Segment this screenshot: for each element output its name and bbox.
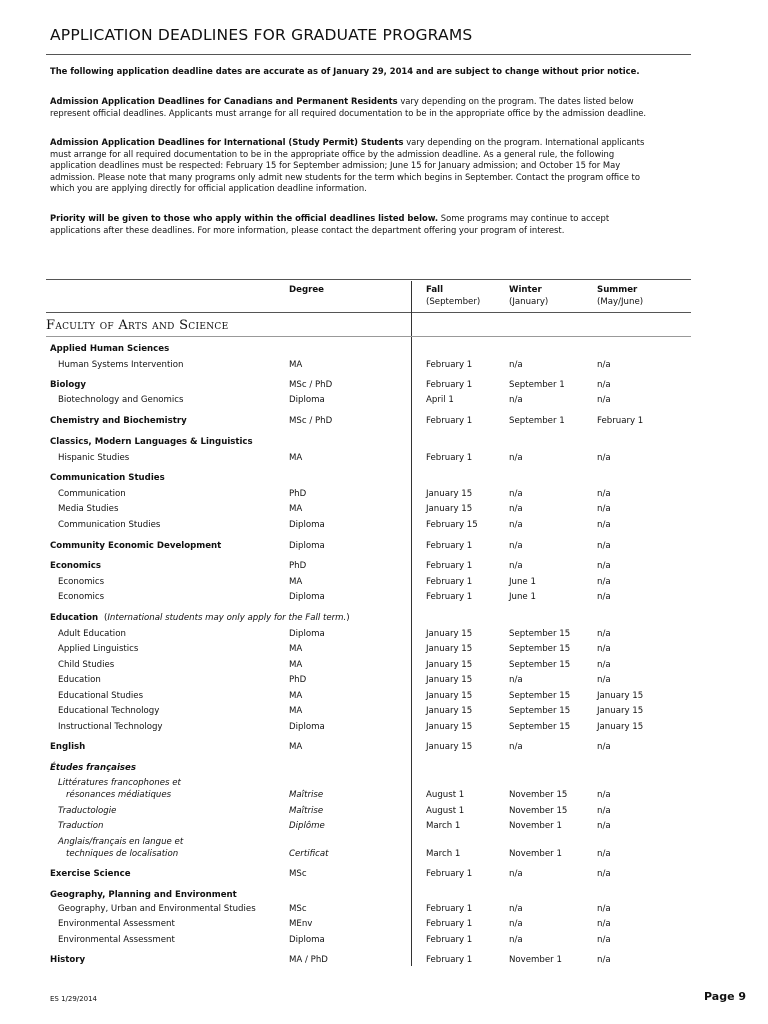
summer-deadline-cell: n/a (597, 849, 611, 859)
degree-cell: MSc (289, 869, 307, 879)
fall-deadline-cell: February 1 (426, 541, 473, 551)
fall-deadline-cell: February 1 (426, 904, 473, 914)
table-row (0, 540, 768, 553)
winter-deadline-cell: November 1 (509, 955, 562, 965)
table-row (0, 519, 768, 532)
summer-deadline-cell: n/a (597, 919, 611, 929)
winter-deadline-cell: November 1 (509, 821, 562, 831)
winter-deadline-cell: n/a (509, 395, 523, 405)
table-row (0, 436, 768, 449)
table-row (0, 705, 768, 718)
winter-deadline-cell: n/a (509, 742, 523, 752)
degree-cell: Maîtrise (289, 806, 324, 816)
column-header-degree: Degree (289, 285, 325, 295)
degree-cell: MA (289, 691, 303, 701)
winter-deadline-cell: September 15 (509, 691, 571, 701)
winter-deadline-cell: June 1 (509, 592, 536, 602)
winter-deadline-cell: n/a (509, 675, 523, 685)
program-name: Anglais/français en langue et (58, 837, 184, 847)
program-name: Traduction (58, 821, 104, 831)
summer-deadline-cell: n/a (597, 380, 611, 390)
fall-deadline-cell: February 1 (426, 919, 473, 929)
fall-deadline-cell: February 1 (426, 416, 473, 426)
summer-deadline-cell: n/a (597, 489, 611, 499)
program-name: Biotechnology and Genomics (58, 395, 184, 405)
program-name: Economics (58, 592, 105, 602)
winter-deadline-cell: n/a (509, 504, 523, 514)
table-row (0, 379, 768, 392)
degree-cell: MA (289, 504, 303, 514)
summer-deadline-cell: n/a (597, 904, 611, 914)
winter-deadline-cell: n/a (509, 453, 523, 463)
fall-deadline-cell: February 1 (426, 935, 473, 945)
winter-deadline-cell: November 15 (509, 790, 568, 800)
priority-line1: Some programs may continue to accept (438, 213, 610, 223)
program-name: Littératures francophones et (58, 778, 181, 788)
table-row (0, 674, 768, 687)
summer-deadline-cell: n/a (597, 675, 611, 685)
winter-deadline-cell: September 15 (509, 722, 571, 732)
table-row (0, 741, 768, 754)
program-name: Classics, Modern Languages & Linguistics (50, 437, 253, 447)
table-row (0, 343, 768, 356)
fall-deadline-cell: January 15 (426, 706, 473, 716)
table-row (0, 934, 768, 947)
degree-cell: Diploma (289, 722, 325, 732)
fall-deadline-cell: February 15 (426, 520, 478, 530)
fall-deadline-cell: January 15 (426, 489, 473, 499)
program-name: Hispanic Studies (58, 453, 130, 463)
priority-lead: Priority will be given to those who apply within the official deadlines listed below. (50, 213, 439, 223)
table-row (0, 789, 768, 802)
winter-deadline-cell: June 1 (509, 577, 536, 587)
program-name: Chemistry and Biochemistry (50, 416, 187, 426)
fall-deadline-cell: March 1 (426, 821, 461, 831)
international-lead: Admission Application Deadlines for International (Study Permit) Students (50, 137, 404, 147)
canadian-deadlines-paragraph (50, 96, 690, 119)
summer-deadline-cell: n/a (597, 541, 611, 551)
winter-deadline-cell: n/a (509, 489, 523, 499)
program-name: Media Studies (58, 504, 119, 514)
winter-deadline-cell: n/a (509, 904, 523, 914)
summer-deadline-cell: n/a (597, 644, 611, 654)
degree-cell: Diploma (289, 541, 325, 551)
title-divider (46, 54, 691, 55)
winter-deadline-cell: n/a (509, 360, 523, 370)
fall-deadline-cell: February 1 (426, 360, 473, 370)
degree-cell: MSc (289, 904, 307, 914)
winter-deadline-cell: n/a (509, 541, 523, 551)
canadian-lead: Admission Application Deadlines for Canadians and Permanent Residents (50, 96, 398, 106)
fall-deadline-cell: January 15 (426, 691, 473, 701)
column-header-winter: Winter (January) (509, 285, 549, 307)
degree-cell: PhD (289, 675, 307, 685)
degree-cell: Diploma (289, 395, 325, 405)
table-row (0, 591, 768, 604)
international-line3: application deadlines must be respected: February 15 for September admission; June 15 for January admission; and October 15 for May (50, 160, 621, 171)
winter-deadline-cell: November 1 (509, 849, 562, 859)
table-row (0, 560, 768, 573)
international-line2: must arrange for all required documentation to be in the appropriate office by the admission deadline. As a general rule, the following (50, 148, 615, 159)
canadian-line2: represent official deadlines. Applicants must arrange for all required documentation to be in the appropriate office by the admission deadline. (50, 107, 647, 118)
fall-deadline-cell: January 15 (426, 644, 473, 654)
fall-deadline-cell: February 1 (426, 592, 473, 602)
summer-deadline-cell: n/a (597, 504, 611, 514)
program-name: Child Studies (58, 660, 115, 670)
winter-deadline-cell: n/a (509, 561, 523, 571)
degree-cell: Diploma (289, 935, 325, 945)
table-row (0, 503, 768, 516)
table-row (0, 472, 768, 485)
fall-deadline-cell: February 1 (426, 869, 473, 879)
summer-deadline-cell: n/a (597, 790, 611, 800)
page-title: APPLICATION DEADLINES FOR GRADUATE PROGRAMS (50, 26, 473, 44)
summer-deadline-cell: January 15 (597, 722, 644, 732)
program-name: Instructional Technology (58, 722, 163, 732)
degree-cell: Diploma (289, 629, 325, 639)
degree-cell: Diploma (289, 520, 325, 530)
table-row (0, 628, 768, 641)
winter-deadline-cell: n/a (509, 935, 523, 945)
fall-deadline-cell: January 15 (426, 629, 473, 639)
table-row (0, 903, 768, 916)
summer-deadline-cell: n/a (597, 821, 611, 831)
degree-cell: Diplôme (289, 821, 325, 831)
international-deadlines-paragraph (50, 137, 690, 195)
table-row (0, 918, 768, 931)
faculty-heading: Faculty of Arts and Science (46, 318, 229, 333)
program-name: Adult Education (58, 629, 126, 639)
program-name: Economics (58, 577, 105, 587)
table-row (0, 868, 768, 881)
program-name: Educational Studies (58, 691, 144, 701)
column-header-fall: Fall (September) (426, 285, 481, 307)
program-name: Community Economic Development (50, 541, 222, 551)
fall-deadline-cell: April 1 (426, 395, 454, 405)
winter-deadline-cell: n/a (509, 869, 523, 879)
program-name: Educational Technology (58, 706, 160, 716)
fall-deadline-cell: January 15 (426, 660, 473, 670)
intro-paragraph: The following application deadline dates are accurate as of January 29, 2014 and are subject to change without prior notice. (50, 66, 640, 76)
fall-deadline-cell: January 15 (426, 675, 473, 685)
table-row (0, 643, 768, 656)
international-line5: which you are applying directly for official application deadline information. (50, 183, 367, 194)
fall-deadline-cell: January 15 (426, 504, 473, 514)
table-row (0, 394, 768, 407)
international-line4: admission. Please note that many programs only admit new students for the term which begins in September. Contact the program office to (50, 171, 640, 182)
summer-deadline-cell: n/a (597, 742, 611, 752)
fall-deadline-cell: February 1 (426, 577, 473, 587)
degree-cell: MA (289, 453, 303, 463)
summer-deadline-cell: n/a (597, 806, 611, 816)
summer-deadline-cell: n/a (597, 360, 611, 370)
program-name: Education (50, 613, 99, 623)
summer-deadline-cell: n/a (597, 592, 611, 602)
degree-cell: PhD (289, 489, 307, 499)
summer-deadline-cell: January 15 (597, 706, 644, 716)
fall-deadline-cell: February 1 (426, 380, 473, 390)
table-row (0, 690, 768, 703)
degree-cell: MA (289, 577, 303, 587)
table-row (0, 721, 768, 734)
faculty-divider (46, 336, 691, 337)
table-row (0, 805, 768, 818)
table-row (0, 848, 768, 861)
degree-cell: Diploma (289, 592, 325, 602)
winter-deadline-cell: September 15 (509, 644, 571, 654)
program-name: Environmental Assessment (58, 919, 175, 929)
international-line1: vary depending on the program. International applicants (403, 137, 645, 147)
summer-deadline-cell: n/a (597, 561, 611, 571)
table-row (0, 820, 768, 833)
summer-deadline-cell: January 15 (597, 691, 644, 701)
program-name: Biology (50, 380, 87, 390)
table-row (0, 415, 768, 428)
fall-deadline-cell: February 1 (426, 955, 473, 965)
program-name: Economics (50, 561, 102, 571)
table-row (0, 889, 768, 902)
priority-paragraph (50, 213, 690, 236)
summer-deadline-cell: n/a (597, 577, 611, 587)
program-name: Education (58, 675, 101, 685)
summer-deadline-cell: n/a (597, 869, 611, 879)
fall-deadline-cell: March 1 (426, 849, 461, 859)
summer-deadline-cell: n/a (597, 660, 611, 670)
degree-cell: MEnv (289, 919, 313, 929)
fall-deadline-cell: August 1 (426, 806, 465, 816)
table-row (0, 612, 768, 625)
program-name: techniques de localisation (66, 849, 179, 859)
winter-deadline-cell: n/a (509, 520, 523, 530)
summer-deadline-cell: n/a (597, 453, 611, 463)
program-name: Exercise Science (50, 869, 131, 879)
degree-cell: MA / PhD (289, 955, 328, 965)
program-name: Communication Studies (50, 473, 165, 483)
summer-deadline-cell: n/a (597, 520, 611, 530)
table-row (0, 659, 768, 672)
program-name: Applied Human Sciences (50, 344, 170, 354)
degree-cell: MA (289, 660, 303, 670)
program-name: Geography, Urban and Environmental Studies (58, 904, 256, 914)
program-name: History (50, 955, 86, 965)
table-row (0, 954, 768, 967)
program-name: Traductologie (58, 806, 117, 816)
degree-cell: MA (289, 706, 303, 716)
fall-deadline-cell: February 1 (426, 453, 473, 463)
degree-cell: MA (289, 360, 303, 370)
program-note: (International students may only apply for the Fall term.) (104, 613, 350, 623)
summer-deadline-cell: n/a (597, 935, 611, 945)
winter-deadline-cell: September 1 (509, 380, 565, 390)
fall-deadline-cell: January 15 (426, 722, 473, 732)
fall-deadline-cell: February 1 (426, 561, 473, 571)
table-row (0, 359, 768, 372)
canadian-line1: vary depending on the program. The dates listed below (397, 96, 634, 106)
column-header-summer: Summer (May/June) (597, 285, 644, 307)
program-name: Geography, Planning and Environment (50, 890, 237, 900)
summer-deadline-cell: n/a (597, 955, 611, 965)
degree-cell: Certificat (289, 849, 329, 859)
table-row (0, 762, 768, 775)
winter-deadline-cell: n/a (509, 919, 523, 929)
footer-date: ES 1/29/2014 (50, 995, 97, 1003)
program-name: English (50, 742, 86, 752)
fall-deadline-cell: August 1 (426, 790, 465, 800)
program-name: Études françaises (50, 763, 136, 773)
program-name: Applied Linguistics (58, 644, 139, 654)
program-name: Communication (58, 489, 126, 499)
table-top-rule (46, 279, 691, 280)
degree-cell: PhD (289, 561, 307, 571)
summer-deadline-cell: n/a (597, 629, 611, 639)
degree-cell: Maîtrise (289, 790, 324, 800)
page-number: Page 9 (704, 990, 747, 1003)
degree-cell: MSc / PhD (289, 416, 333, 426)
degree-cell: MA (289, 742, 303, 752)
winter-deadline-cell: September 15 (509, 660, 571, 670)
table-row (0, 452, 768, 465)
fall-deadline-cell: January 15 (426, 742, 473, 752)
degree-cell: MA (289, 644, 303, 654)
degree-cell: MSc / PhD (289, 380, 333, 390)
program-name: Human Systems Intervention (58, 360, 184, 370)
priority-line2: applications after these deadlines. For more information, please contact the department offering your program of interest. (50, 224, 565, 235)
program-name: Environmental Assessment (58, 935, 175, 945)
winter-deadline-cell: November 15 (509, 806, 568, 816)
program-name: résonances médiatiques (66, 790, 172, 800)
table-header-rule (46, 312, 691, 313)
program-name: Communication Studies (58, 520, 161, 530)
winter-deadline-cell: September 15 (509, 629, 571, 639)
table-row (0, 488, 768, 501)
summer-deadline-cell: February 1 (597, 416, 644, 426)
winter-deadline-cell: September 1 (509, 416, 565, 426)
table-row (0, 576, 768, 589)
summer-deadline-cell: n/a (597, 395, 611, 405)
winter-deadline-cell: September 15 (509, 706, 571, 716)
